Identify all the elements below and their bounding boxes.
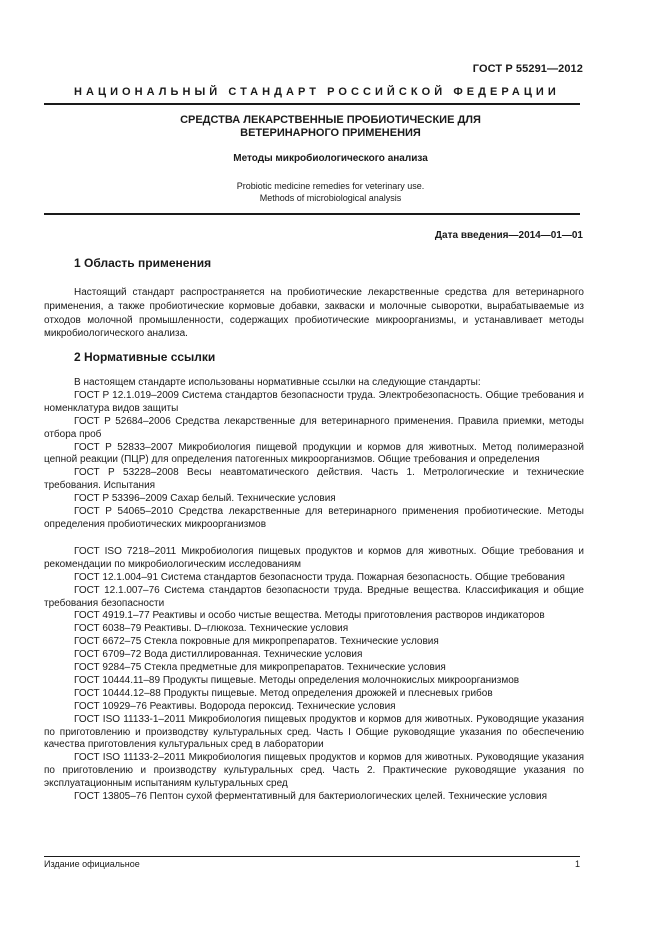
reference-item: ГОСТ 4919.1–77 Реактивы и особо чистые вещества. Методы приготовления растворов индикаторов <box>74 610 545 622</box>
reference-item: ГОСТ Р 52833–2007 Микробиология пищевой продукции и кормов для животных. Метод полимеразной цепной реакции (ПЦР) для определения патогенных микроорганизмов. Общие требования и определения <box>44 441 584 466</box>
reference-item: ГОСТ 6672–75 Стекла покровные для микропрепаратов. Технические условия <box>74 636 439 648</box>
reference-item: ГОСТ Р 52684–2006 Средства лекарственные для ветеринарного применения. Правила приемки, методы отбора проб <box>44 415 584 440</box>
document-title <box>0 114 661 140</box>
normative-references-list <box>44 377 584 804</box>
reference-item: ГОСТ 6038–79 Реактивы. D–глюкоза. Технические условия <box>74 623 349 635</box>
title-line-2: ВЕТЕРИНАРНОГО ПРИМЕНЕНИЯ <box>240 127 421 139</box>
document-subtitle: Методы микробиологического анализа <box>233 153 428 164</box>
top-divider <box>44 103 580 105</box>
footer-divider <box>44 856 580 857</box>
national-standard-banner: НАЦИОНАЛЬНЫЙ СТАНДАРТ РОССИЙСКОЙ ФЕДЕРАЦИИ <box>74 86 560 98</box>
reference-item: ГОСТ 10929–76 Реактивы. Водорода пероксид. Технические условия <box>74 700 396 712</box>
reference-item: ГОСТ Р 53396–2009 Сахар белый. Технические условия <box>74 493 336 505</box>
reference-item: ГОСТ 9284–75 Стекла предметные для микропрепаратов. Технические условия <box>74 662 446 674</box>
title-line-1: СРЕДСТВА ЛЕКАРСТВЕННЫЕ ПРОБИОТИЧЕСКИЕ ДЛЯ <box>180 114 481 126</box>
section-1-text <box>44 286 584 341</box>
reference-item: ГОСТ Р 12.1.019–2009 Система стандартов безопасности труда. Электробезопасность. Общие требования и номенклатура видов защиты <box>44 389 584 414</box>
section-1-heading: 1 Область применения <box>74 256 212 270</box>
title-divider <box>44 213 580 215</box>
references-intro: В настоящем стандарте использованы нормативные ссылки на следующие стандарты: <box>74 377 481 388</box>
list-gap <box>44 532 584 546</box>
reference-item: ГОСТ Р 53228–2008 Весы неавтоматического действия. Часть 1. Метрологические и технические требования. Испытания <box>44 467 584 492</box>
document-code: ГОСТ Р 55291—2012 <box>472 63 583 75</box>
section-2-heading: 2 Нормативные ссылки <box>74 350 216 364</box>
english-title <box>0 180 661 204</box>
edition-label: Издание официальное <box>44 859 140 869</box>
reference-item: ГОСТ 6709–72 Вода дистиллированная. Технические условия <box>74 649 363 661</box>
reference-item: ГОСТ ISO 11133-2–2011 Микробиология пищевых продуктов и кормов для животных. Руководящие указания по приготовлению и производству культуральных сред. Часть 2. Практические руководящие указания по эксплуатационным испытаниям культуральных сред <box>44 752 584 790</box>
reference-item: ГОСТ ISO 11133-1–2011 Микробиология пищевых продуктов и кормов для животных. Руководящие указания по приготовлению и производству культуральных сред. Часть I Общие руководящие указания по обеспечению качества приготовления культуральных сред в лаборатории <box>44 713 584 751</box>
page-number: 1 <box>574 859 580 869</box>
reference-item: ГОСТ 10444.12–88 Продукты пищевые. Метод определения дрожжей и плесневых грибов <box>74 687 493 699</box>
reference-item: ГОСТ 10444.11–89 Продукты пищевые. Методы определения молочнокислых микроорганизмов <box>74 674 520 686</box>
section-1-body: Настоящий стандарт распространяется на пробиотические лекарственные средства для ветеринарного применения, а также пробиотические кормовые добавки, закваски и молочные сыворотки, вырабатываемые из отходов молочной промышленности, содержащих пробиотические микроорганизмы, и устанавливает методы микробиологического анализа. <box>44 287 584 340</box>
reference-item: ГОСТ Р 54065–2010 Средства лекарственные для ветеринарного применения пробиотические. Методы определения пробиотических микроорганизмов <box>44 506 584 530</box>
reference-item: ГОСТ 12.1.004–91 Система стандартов безопасности труда. Пожарная безопасность. Общие требования <box>74 571 565 583</box>
reference-item: ГОСТ 12.1.007–76 Система стандартов безопасности труда. Вредные вещества. Классификация и общие требования безопасности <box>44 584 584 609</box>
reference-item: ГОСТ 13805–76 Пептон сухой ферментативный для бактериологических целей. Технические условия <box>74 791 548 803</box>
english-title-line-2: Methods of microbiological analysis <box>259 193 402 203</box>
reference-item: ГОСТ ISO 7218–2011 Микробиология пищевых продуктов и кормов для животных. Общие требования и рекомендации по микробиологическим исследованиям <box>44 545 584 570</box>
english-title-line-1: Probiotic medicine remedies for veterinary use. <box>236 181 425 191</box>
introduction-date: Дата введения—2014—01—01 <box>434 230 583 241</box>
